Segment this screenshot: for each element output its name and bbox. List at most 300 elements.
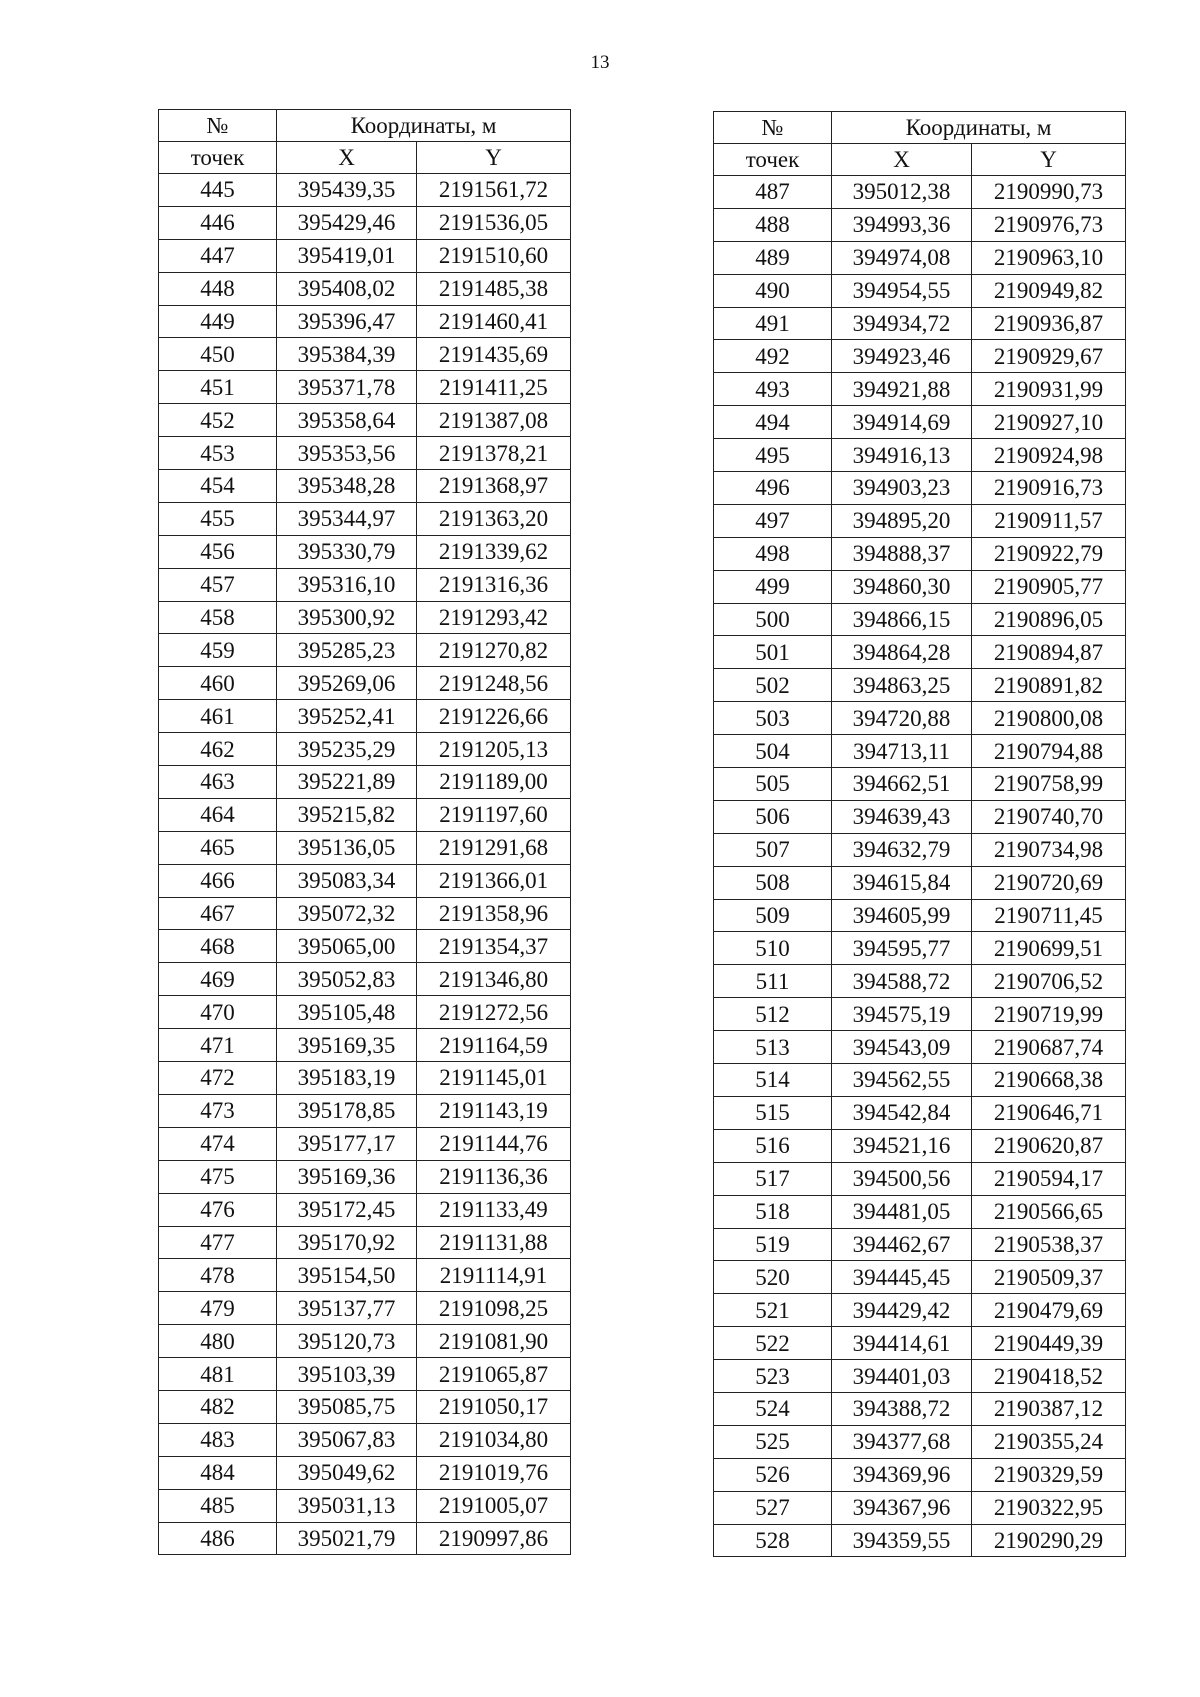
point-number-cell: 449	[159, 305, 277, 338]
y-coordinate-cell: 2191005,07	[417, 1489, 571, 1522]
table-row	[714, 241, 1126, 274]
table-row	[159, 1094, 571, 1127]
x-coordinate-cell: 395344,97	[277, 502, 417, 535]
point-number-cell: 511	[714, 965, 832, 998]
y-coordinate-cell: 2191248,56	[417, 667, 571, 700]
point-number-cell: 485	[159, 1489, 277, 1522]
table-row	[159, 502, 571, 535]
point-number-cell: 474	[159, 1127, 277, 1160]
x-coordinate-cell: 395012,38	[832, 176, 972, 209]
y-coordinate-cell: 2191368,97	[417, 470, 571, 503]
y-coordinate-cell: 2190355,24	[972, 1425, 1126, 1458]
point-number-cell: 448	[159, 272, 277, 305]
y-coordinate-cell: 2191339,62	[417, 535, 571, 568]
table-row	[159, 1325, 571, 1358]
x-coordinate-cell: 395384,39	[277, 338, 417, 371]
point-number-cell: 508	[714, 866, 832, 899]
y-coordinate-cell: 2190290,29	[972, 1524, 1126, 1557]
table-row	[159, 1292, 571, 1325]
point-number-cell: 520	[714, 1261, 832, 1294]
point-number-cell: 476	[159, 1193, 277, 1226]
point-number-cell: 505	[714, 768, 832, 801]
point-number-cell: 512	[714, 998, 832, 1031]
x-coordinate-cell: 394369,96	[832, 1458, 972, 1491]
y-coordinate-cell: 2191411,25	[417, 371, 571, 404]
x-coordinate-cell: 394462,67	[832, 1228, 972, 1261]
x-coordinate-cell: 395408,02	[277, 272, 417, 305]
table-row	[714, 1327, 1126, 1360]
x-coordinate-cell: 394888,37	[832, 537, 972, 570]
y-coordinate-cell: 2191387,08	[417, 404, 571, 437]
point-number-cell: 526	[714, 1458, 832, 1491]
y-coordinate-cell: 2190620,87	[972, 1129, 1126, 1162]
x-coordinate-cell: 394562,55	[832, 1064, 972, 1097]
point-number-cell: 472	[159, 1062, 277, 1095]
x-coordinate-cell: 394934,72	[832, 307, 972, 340]
y-coordinate-cell: 2191050,17	[417, 1390, 571, 1423]
table-row	[714, 537, 1126, 570]
table-row	[159, 634, 571, 667]
coordinates-table-left	[158, 109, 571, 1555]
x-coordinate-cell: 395221,89	[277, 766, 417, 799]
y-coordinate-cell: 2190800,08	[972, 702, 1126, 735]
table-row	[159, 239, 571, 272]
table-row	[714, 1096, 1126, 1129]
y-coordinate-cell: 2191034,80	[417, 1423, 571, 1456]
y-coordinate-cell: 2191316,36	[417, 568, 571, 601]
table-row	[714, 1064, 1126, 1097]
table-row	[714, 1524, 1126, 1557]
point-number-cell: 504	[714, 735, 832, 768]
y-coordinate-cell: 2190322,95	[972, 1491, 1126, 1524]
x-coordinate-cell: 394388,72	[832, 1392, 972, 1425]
x-coordinate-cell: 394954,55	[832, 274, 972, 307]
table-row	[159, 601, 571, 634]
table-row	[159, 996, 571, 1029]
point-number-cell: 527	[714, 1491, 832, 1524]
x-coordinate-cell: 394588,72	[832, 965, 972, 998]
point-number-cell: 457	[159, 568, 277, 601]
y-coordinate-cell: 2191354,37	[417, 930, 571, 963]
point-number-cell: 478	[159, 1259, 277, 1292]
y-coordinate-cell: 2191270,82	[417, 634, 571, 667]
y-coordinate-cell: 2190929,67	[972, 340, 1126, 373]
y-coordinate-cell: 2191205,13	[417, 733, 571, 766]
table-row	[714, 1031, 1126, 1064]
point-number-cell: 518	[714, 1195, 832, 1228]
point-number-cell: 468	[159, 930, 277, 963]
x-coordinate-cell: 395105,48	[277, 996, 417, 1029]
table-row	[714, 800, 1126, 833]
table-row	[159, 404, 571, 437]
y-coordinate-cell: 2191081,90	[417, 1325, 571, 1358]
x-coordinate-cell: 394903,23	[832, 472, 972, 505]
x-coordinate-cell: 394414,61	[832, 1327, 972, 1360]
table-row	[159, 700, 571, 733]
table-row	[159, 272, 571, 305]
y-coordinate-cell: 2190740,70	[972, 800, 1126, 833]
y-coordinate-cell: 2191065,87	[417, 1358, 571, 1391]
point-number-cell: 509	[714, 899, 832, 932]
x-coordinate-cell: 395177,17	[277, 1127, 417, 1160]
y-coordinate-cell: 2190931,99	[972, 373, 1126, 406]
point-number-cell: 499	[714, 570, 832, 603]
x-coordinate-cell: 395031,13	[277, 1489, 417, 1522]
y-coordinate-cell: 2190734,98	[972, 833, 1126, 866]
point-number-cell: 464	[159, 798, 277, 831]
coordinates-table-right	[713, 111, 1126, 1557]
x-coordinate-cell: 394359,55	[832, 1524, 972, 1557]
x-coordinate-cell: 394445,45	[832, 1261, 972, 1294]
y-coordinate-cell: 2191133,49	[417, 1193, 571, 1226]
point-number-cell: 451	[159, 371, 277, 404]
y-coordinate-cell: 2191197,60	[417, 798, 571, 831]
y-coordinate-cell: 2191019,76	[417, 1456, 571, 1489]
point-number-cell: 490	[714, 274, 832, 307]
table-row	[714, 1261, 1126, 1294]
x-coordinate-cell: 395154,50	[277, 1259, 417, 1292]
x-coordinate-cell: 394429,42	[832, 1294, 972, 1327]
y-coordinate-cell: 2191366,01	[417, 864, 571, 897]
point-number-cell: 459	[159, 634, 277, 667]
point-number-cell: 483	[159, 1423, 277, 1456]
x-coordinate-cell: 394615,84	[832, 866, 972, 899]
table-row	[159, 1029, 571, 1062]
y-coordinate-cell: 2191435,69	[417, 338, 571, 371]
table-row	[714, 570, 1126, 603]
y-coordinate-cell: 2190894,87	[972, 636, 1126, 669]
x-coordinate-cell: 394895,20	[832, 504, 972, 537]
x-coordinate-cell: 395178,85	[277, 1094, 417, 1127]
y-coordinate-cell: 2191293,42	[417, 601, 571, 634]
y-coordinate-cell: 2191131,88	[417, 1226, 571, 1259]
header-y-label: Y	[417, 142, 571, 174]
point-number-cell: 456	[159, 535, 277, 568]
x-coordinate-cell: 394632,79	[832, 833, 972, 866]
y-coordinate-cell: 2190538,37	[972, 1228, 1126, 1261]
y-coordinate-cell: 2190990,73	[972, 176, 1126, 209]
y-coordinate-cell: 2191346,80	[417, 963, 571, 996]
point-number-cell: 454	[159, 470, 277, 503]
y-coordinate-cell: 2190719,99	[972, 998, 1126, 1031]
page-number: 13	[590, 52, 610, 73]
table-body-left	[159, 174, 571, 1555]
y-coordinate-cell: 2190418,52	[972, 1360, 1126, 1393]
point-number-cell: 500	[714, 603, 832, 636]
x-coordinate-cell: 394914,69	[832, 406, 972, 439]
point-number-cell: 498	[714, 537, 832, 570]
y-coordinate-cell: 2191143,19	[417, 1094, 571, 1127]
x-coordinate-cell: 395085,75	[277, 1390, 417, 1423]
y-coordinate-cell: 2190566,65	[972, 1195, 1126, 1228]
x-coordinate-cell: 394662,51	[832, 768, 972, 801]
x-coordinate-cell: 395103,39	[277, 1358, 417, 1391]
point-number-cell: 473	[159, 1094, 277, 1127]
x-coordinate-cell: 394860,30	[832, 570, 972, 603]
y-coordinate-cell: 2191145,01	[417, 1062, 571, 1095]
x-coordinate-cell: 394863,25	[832, 669, 972, 702]
y-coordinate-cell: 2191485,38	[417, 272, 571, 305]
y-coordinate-cell: 2191358,96	[417, 897, 571, 930]
y-coordinate-cell: 2190449,39	[972, 1327, 1126, 1360]
table-row	[714, 439, 1126, 472]
point-number-cell: 471	[159, 1029, 277, 1062]
point-number-cell: 491	[714, 307, 832, 340]
table-row	[714, 1228, 1126, 1261]
point-number-cell: 462	[159, 733, 277, 766]
table-row	[159, 470, 571, 503]
point-number-cell: 480	[159, 1325, 277, 1358]
x-coordinate-cell: 394543,09	[832, 1031, 972, 1064]
x-coordinate-cell: 395172,45	[277, 1193, 417, 1226]
point-number-cell: 484	[159, 1456, 277, 1489]
x-coordinate-cell: 395358,64	[277, 404, 417, 437]
table-row	[159, 206, 571, 239]
table-row	[159, 1062, 571, 1095]
table-row	[714, 406, 1126, 439]
x-coordinate-cell: 394595,77	[832, 932, 972, 965]
x-coordinate-cell: 394866,15	[832, 603, 972, 636]
x-coordinate-cell: 395136,05	[277, 831, 417, 864]
y-coordinate-cell: 2190916,73	[972, 472, 1126, 505]
point-number-cell: 489	[714, 241, 832, 274]
table-row	[159, 568, 571, 601]
header-y-label: Y	[972, 144, 1126, 176]
table-row	[159, 930, 571, 963]
y-coordinate-cell: 2190646,71	[972, 1096, 1126, 1129]
x-coordinate-cell: 395169,36	[277, 1160, 417, 1193]
x-coordinate-cell: 395330,79	[277, 535, 417, 568]
point-number-cell: 519	[714, 1228, 832, 1261]
table-row	[714, 1195, 1126, 1228]
point-number-cell: 470	[159, 996, 277, 1029]
y-coordinate-cell: 2191144,76	[417, 1127, 571, 1160]
x-coordinate-cell: 394521,16	[832, 1129, 972, 1162]
y-coordinate-cell: 2191291,68	[417, 831, 571, 864]
table-row	[159, 1358, 571, 1391]
table-row	[714, 965, 1126, 998]
y-coordinate-cell: 2190936,87	[972, 307, 1126, 340]
table-row	[159, 864, 571, 897]
point-number-cell: 523	[714, 1360, 832, 1393]
point-number-cell: 513	[714, 1031, 832, 1064]
point-number-cell: 515	[714, 1096, 832, 1129]
x-coordinate-cell: 394542,84	[832, 1096, 972, 1129]
point-number-cell: 528	[714, 1524, 832, 1557]
point-number-cell: 503	[714, 702, 832, 735]
point-number-cell: 487	[714, 176, 832, 209]
table-row	[714, 866, 1126, 899]
point-number-cell: 460	[159, 667, 277, 700]
y-coordinate-cell: 2190687,74	[972, 1031, 1126, 1064]
y-coordinate-cell: 2190927,10	[972, 406, 1126, 439]
table-row	[159, 733, 571, 766]
y-coordinate-cell: 2190905,77	[972, 570, 1126, 603]
x-coordinate-cell: 394864,28	[832, 636, 972, 669]
table-row	[159, 831, 571, 864]
y-coordinate-cell: 2190794,88	[972, 735, 1126, 768]
x-coordinate-cell: 395429,46	[277, 206, 417, 239]
y-coordinate-cell: 2190922,79	[972, 537, 1126, 570]
table-row	[159, 1489, 571, 1522]
y-coordinate-cell: 2190668,38	[972, 1064, 1126, 1097]
point-number-cell: 469	[159, 963, 277, 996]
table-row	[714, 735, 1126, 768]
table-row	[714, 1425, 1126, 1458]
x-coordinate-cell: 395120,73	[277, 1325, 417, 1358]
header-points-label: точек	[714, 144, 832, 176]
point-number-cell: 507	[714, 833, 832, 866]
x-coordinate-cell: 394921,88	[832, 373, 972, 406]
table-row	[714, 768, 1126, 801]
y-coordinate-cell: 2191510,60	[417, 239, 571, 272]
point-number-cell: 475	[159, 1160, 277, 1193]
y-coordinate-cell: 2190896,05	[972, 603, 1126, 636]
table-row	[159, 1226, 571, 1259]
y-coordinate-cell: 2190997,86	[417, 1522, 571, 1555]
header-points-label: точек	[159, 142, 277, 174]
point-number-cell: 446	[159, 206, 277, 239]
y-coordinate-cell: 2190720,69	[972, 866, 1126, 899]
x-coordinate-cell: 395269,06	[277, 667, 417, 700]
point-number-cell: 482	[159, 1390, 277, 1423]
x-coordinate-cell: 395285,23	[277, 634, 417, 667]
table-row	[714, 1392, 1126, 1425]
point-number-cell: 450	[159, 338, 277, 371]
point-number-cell: 463	[159, 766, 277, 799]
y-coordinate-cell: 2191536,05	[417, 206, 571, 239]
table-row	[714, 1491, 1126, 1524]
table-row	[714, 340, 1126, 373]
table-row	[714, 504, 1126, 537]
point-number-cell: 502	[714, 669, 832, 702]
table-row	[159, 174, 571, 207]
header-x-label: X	[832, 144, 972, 176]
point-number-cell: 466	[159, 864, 277, 897]
header-coords-label: Координаты, м	[832, 112, 1126, 144]
x-coordinate-cell: 395353,56	[277, 437, 417, 470]
point-number-cell: 455	[159, 502, 277, 535]
table-row	[714, 899, 1126, 932]
table-row	[159, 667, 571, 700]
x-coordinate-cell: 395419,01	[277, 239, 417, 272]
table-row	[714, 833, 1126, 866]
y-coordinate-cell: 2190479,69	[972, 1294, 1126, 1327]
y-coordinate-cell: 2190976,73	[972, 208, 1126, 241]
y-coordinate-cell: 2191272,56	[417, 996, 571, 1029]
x-coordinate-cell: 395371,78	[277, 371, 417, 404]
point-number-cell: 501	[714, 636, 832, 669]
point-number-cell: 495	[714, 439, 832, 472]
x-coordinate-cell: 395021,79	[277, 1522, 417, 1555]
header-coords-label: Координаты, м	[277, 110, 571, 142]
x-coordinate-cell: 395300,92	[277, 601, 417, 634]
x-coordinate-cell: 395137,77	[277, 1292, 417, 1325]
table-row	[159, 437, 571, 470]
point-number-cell: 522	[714, 1327, 832, 1360]
point-number-cell: 477	[159, 1226, 277, 1259]
table-row	[714, 176, 1126, 209]
x-coordinate-cell: 395052,83	[277, 963, 417, 996]
table-row	[714, 373, 1126, 406]
y-coordinate-cell: 2191136,36	[417, 1160, 571, 1193]
x-coordinate-cell: 394481,05	[832, 1195, 972, 1228]
table-row	[159, 897, 571, 930]
x-coordinate-cell: 395049,62	[277, 1456, 417, 1489]
point-number-cell: 488	[714, 208, 832, 241]
y-coordinate-cell: 2191561,72	[417, 174, 571, 207]
point-number-cell: 521	[714, 1294, 832, 1327]
y-coordinate-cell: 2190387,12	[972, 1392, 1126, 1425]
table-row	[159, 1127, 571, 1160]
table-row	[714, 307, 1126, 340]
table-row	[714, 472, 1126, 505]
table-row	[159, 1423, 571, 1456]
x-coordinate-cell: 394575,19	[832, 998, 972, 1031]
y-coordinate-cell: 2190911,57	[972, 504, 1126, 537]
point-number-cell: 452	[159, 404, 277, 437]
point-number-cell: 517	[714, 1162, 832, 1195]
x-coordinate-cell: 394720,88	[832, 702, 972, 735]
y-coordinate-cell: 2190699,51	[972, 932, 1126, 965]
point-number-cell: 524	[714, 1392, 832, 1425]
x-coordinate-cell: 394916,13	[832, 439, 972, 472]
x-coordinate-cell: 395169,35	[277, 1029, 417, 1062]
x-coordinate-cell: 394993,36	[832, 208, 972, 241]
x-coordinate-cell: 394639,43	[832, 800, 972, 833]
table-row	[159, 305, 571, 338]
y-coordinate-cell: 2190963,10	[972, 241, 1126, 274]
table-row	[159, 371, 571, 404]
x-coordinate-cell: 394401,03	[832, 1360, 972, 1393]
y-coordinate-cell: 2190711,45	[972, 899, 1126, 932]
x-coordinate-cell: 395316,10	[277, 568, 417, 601]
table-row	[714, 702, 1126, 735]
y-coordinate-cell: 2191098,25	[417, 1292, 571, 1325]
y-coordinate-cell: 2190594,17	[972, 1162, 1126, 1195]
x-coordinate-cell: 394974,08	[832, 241, 972, 274]
table-row	[159, 1456, 571, 1489]
table-row	[714, 274, 1126, 307]
table-row	[714, 603, 1126, 636]
table-row	[714, 1294, 1126, 1327]
table-row	[714, 1162, 1126, 1195]
table-row	[159, 798, 571, 831]
table-row	[159, 963, 571, 996]
header-num-label: №	[714, 112, 832, 144]
table-row	[714, 208, 1126, 241]
x-coordinate-cell: 395183,19	[277, 1062, 417, 1095]
point-number-cell: 510	[714, 932, 832, 965]
x-coordinate-cell: 395072,32	[277, 897, 417, 930]
point-number-cell: 458	[159, 601, 277, 634]
y-coordinate-cell: 2190891,82	[972, 669, 1126, 702]
point-number-cell: 514	[714, 1064, 832, 1097]
table-row	[714, 1360, 1126, 1393]
y-coordinate-cell: 2190329,59	[972, 1458, 1126, 1491]
y-coordinate-cell: 2191363,20	[417, 502, 571, 535]
point-number-cell: 493	[714, 373, 832, 406]
x-coordinate-cell: 394367,96	[832, 1491, 972, 1524]
x-coordinate-cell: 394605,99	[832, 899, 972, 932]
table-row	[159, 766, 571, 799]
x-coordinate-cell: 394923,46	[832, 340, 972, 373]
point-number-cell: 494	[714, 406, 832, 439]
y-coordinate-cell: 2190949,82	[972, 274, 1126, 307]
point-number-cell: 525	[714, 1425, 832, 1458]
table-row	[159, 1522, 571, 1555]
point-number-cell: 461	[159, 700, 277, 733]
